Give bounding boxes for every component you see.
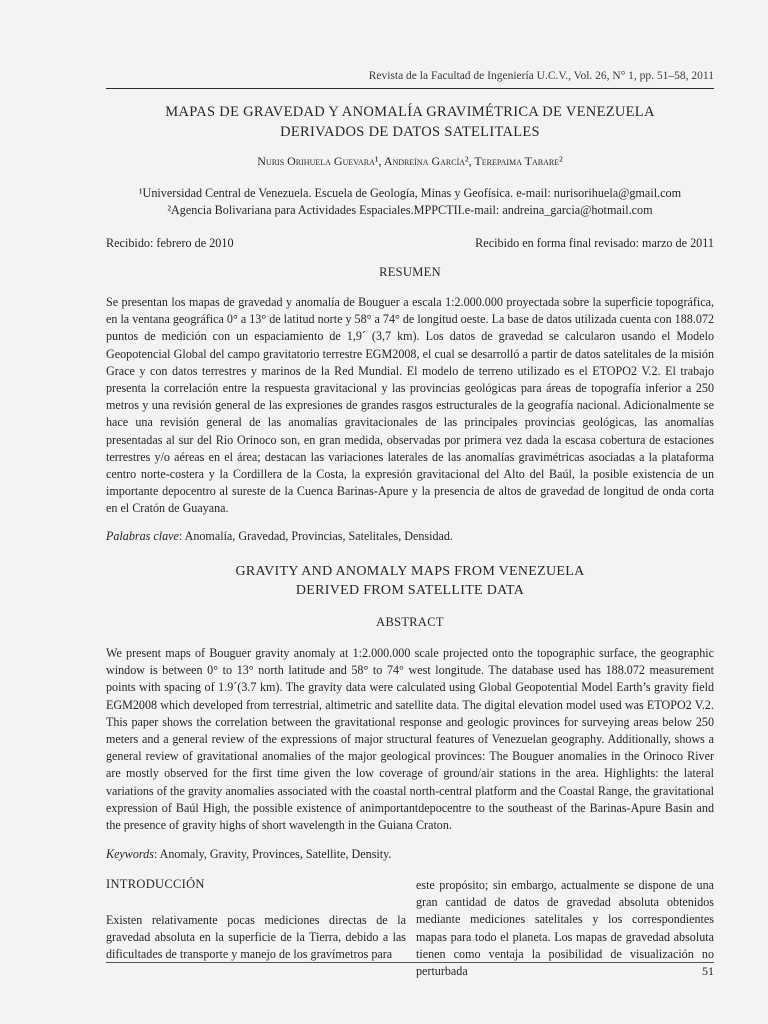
- title-spanish-line1: MAPAS DE GRAVEDAD Y ANOMALÍA GRAVIMÉTRICA DE VENEZUELA: [165, 104, 655, 120]
- abstract-heading: ABSTRACT: [376, 615, 444, 629]
- title-spanish-line2: DERIVADOS DE DATOS SATELITALES: [280, 124, 540, 140]
- title-english: [106, 562, 714, 600]
- affiliation-2: ²Agencia Bolivariana para Actividades Espaciales.MPPCTII.e-mail: andreina_garcia@hotmail.com: [167, 203, 653, 217]
- keywords-english-text: : Anomaly, Gravity, Provinces, Satellite, Density.: [153, 847, 392, 861]
- resumen-heading: RESUMEN: [379, 265, 441, 279]
- abstract-text: We present maps of Bouguer gravity anomaly at 1:2.000.000 scale projected onto the topographic surface, the geographic window is between 0° to 13° north latitude and 58° to 74° west longitude. The database used has 188.072 measurement points with spacing of 1.9´(3.7 km). The gravity data were calculated using Global Geopotential Model Earth’s gravity field EGM2008 which developed from terrestrial, altimetric and satellite data. The digital elevation model used was ETOPO2 V.2. This paper shows the correlation between the gravitational response and geologic provinces for surveying areas below 250 meters and a general review of the expressions of major structural features of Venezuelan geography. Additionally, shows a general review of gravitational anomalies of the major geological provinces: The Bouguer anomalies in the Orinoco River are mostly observed for the first time given the low coverage of ground/air stations in the area. Highlights: the lateral variations of the gravity anomalies associated with the coastal north-central platform and the Coastal Range, the gravitational expression of Baúl High, the possible existence of animportantdepocentre to the southeast of the Barinas-Apure Basin and the presence of gravity highs of short wavelength in the Guiana Craton.: [106, 646, 714, 833]
- journal-citation: Revista de la Facultad de Ingeniería U.C.V., Vol. 26, N° 1, pp. 51–58, 2011: [368, 70, 714, 82]
- title-spanish: [106, 102, 714, 142]
- affiliation-1: ¹Universidad Central de Venezuela. Escuela de Geología, Minas y Geofísica. e-mail: nurisorihuela@gmail.com: [138, 186, 682, 200]
- footer-rule: [106, 962, 714, 963]
- final-revision-date: Recibido en forma final revisado: marzo de 2011: [475, 236, 714, 250]
- introduction-right-text: este propósito; sin embargo, actualmente se dispone de una gran cantidad de datos de gravedad absoluta obtenidos mediante mediciones satelitales y los correspondientes mapas para todo el planeta. Los mapas de gravedad absoluta tienen como ventaja la posibilidad de visualización no perturbada: [416, 878, 714, 979]
- header-rule: [106, 88, 714, 89]
- affiliations: [106, 185, 714, 219]
- page-number: 51: [702, 964, 714, 978]
- title-english-line2: DERIVED FROM SATELLITE DATA: [295, 583, 525, 598]
- left-column: [106, 877, 406, 964]
- introduction-heading: INTRODUCCIÓN: [106, 877, 205, 891]
- keywords-spanish-label: Palabras clave: [106, 529, 179, 543]
- title-english-line1: GRAVITY AND ANOMALY MAPS FROM VENEZUELA: [235, 564, 585, 579]
- keywords-english: [106, 847, 714, 862]
- keywords-spanish: [106, 529, 714, 544]
- introduction-left-text: Existen relativamente pocas mediciones directas de la gravedad absoluta en la superficie de la Tierra, debido a las dificultades de transporte y manejo de los gravímetros para: [106, 913, 406, 962]
- keywords-spanish-text: : Anomalía, Gravedad, Provincias, Satelitales, Densidad.: [178, 529, 453, 543]
- keywords-english-label: Keywords: [106, 847, 154, 861]
- authors: Nuris Orihuela Guevara¹, Andreína García², Terepaima Tabare²: [257, 154, 563, 168]
- received-date: Recibido: febrero de 2010: [106, 236, 234, 250]
- resumen-text: Se presentan los mapas de gravedad y anomalía de Bouguer a escala 1:2.000.000 proyectada sobre la superficie topográfica, en la ventana geográfica 0° a 13° de latitud norte y 58° a 74° de longitud oeste. La base de datos utilizada cuenta con 188.072 puntos de medición con un espaciamiento de 1,9´ (3,7 km). Los datos de gravedad se calcularon usando el Modelo Geopotencial Global del campo gravitatorio terrestre EGM2008, el cual se desarrolló a partir de datos satelitales de la misión Grace y con datos terrestres y marinos de la Red Mundial. El modelo de terreno utilizado es el ETOPO2 V.2. El trabajo presenta la correlación entre la respuesta gravitacional y las provincias geológicas para áreas de topografía inferior a 250 metros y una revisión general de las expresiones de grandes rasgos estructurales de la geografía nacional. Adicionalmente se hace una revisión general de las anomalías gravitacionales de las principales provincias geológicas, las anomalías presentadas al sur del Rio Orinoco son, en gran medida, observadas por primera vez dada la escasa cobertura de estaciones terrestres y/o aéreas en el área; destacan las variaciones laterales de las anomalías gravimétricas asociadas a la plataforma centro norte-costera y la Cordillera de la Costa, la expresión gravitacional del Alto del Baúl, la posible existencia de un importante depocentro al sureste de la Cuenca Barinas-Apure y la presencia de altos de gravedad de longitud de onda corta en el Cratón de Guayana.: [106, 295, 714, 516]
